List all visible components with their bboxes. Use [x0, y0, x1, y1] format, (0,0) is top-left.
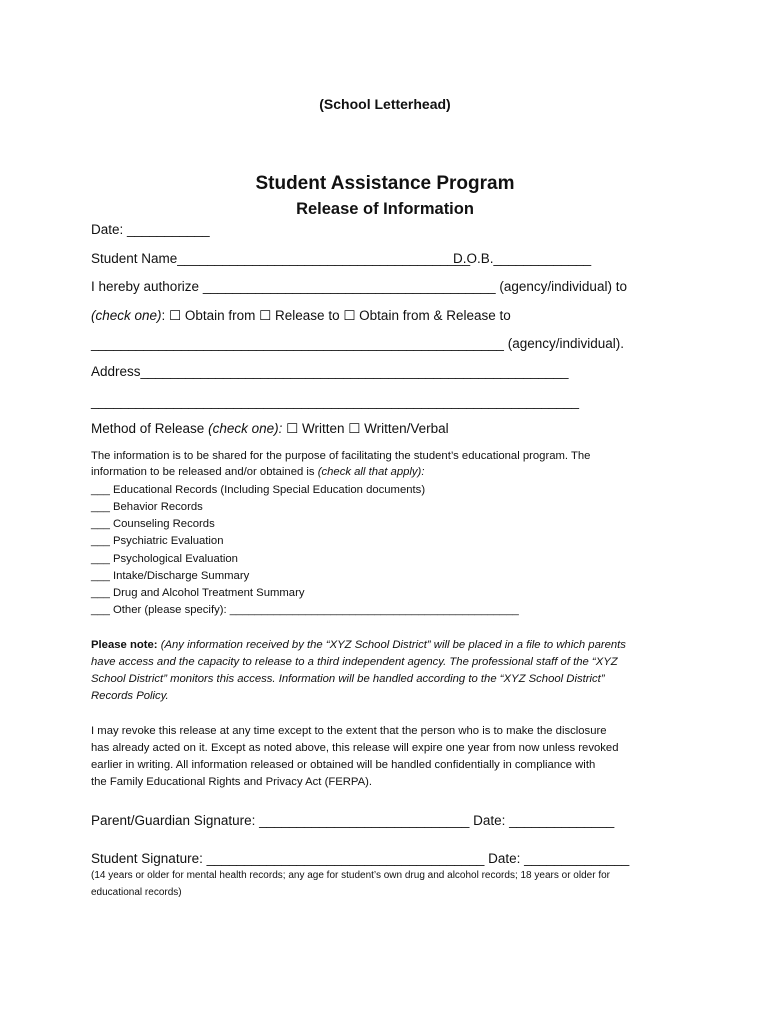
- check-one-options[interactable]: [91, 308, 511, 324]
- revoke-line: has already acted on it. Except as noted above, this release will expire one year from now unless revoked: [91, 742, 619, 754]
- agency-field[interactable]: _______________________________________________________ (agency/individual).: [91, 336, 625, 351]
- record-item[interactable]: ___ Educational Records (Including Special Education documents): [91, 484, 426, 496]
- revoke-line: I may revoke this release at any time except to the extent that the person who is to make the disclosure: [91, 725, 607, 737]
- record-item[interactable]: ___ Psychiatric Evaluation: [91, 535, 224, 547]
- note-line1: [91, 639, 626, 651]
- record-item[interactable]: ___ Behavior Records: [91, 501, 203, 513]
- note-line3: [91, 673, 605, 685]
- method-options[interactable]: ☐ Written ☐ Written/Verbal: [286, 421, 449, 436]
- school-letterhead: (School Letterhead): [319, 96, 451, 112]
- check-one-label: (check one): [91, 308, 162, 323]
- note-text-line1: (Any information received by the “XYZ School District” will be placed in a file to which parents: [160, 639, 626, 651]
- record-item[interactable]: ___ Drug and Alcohol Treatment Summary: [91, 587, 305, 599]
- address-field-line2[interactable]: _________________________________________________________________: [91, 394, 580, 409]
- info-paragraph-line2: [91, 466, 424, 478]
- note-label: Please note:: [91, 639, 158, 651]
- info-line2-italic: (check all that apply):: [317, 466, 425, 478]
- dob-field[interactable]: D.O.B._____________: [453, 251, 592, 266]
- form-subtitle: Release of Information: [296, 200, 474, 218]
- record-item[interactable]: ___ Psychological Evaluation: [91, 553, 238, 565]
- revoke-line: earlier in writing. All information released or obtained will be handled confidentially in compliance with: [91, 759, 596, 771]
- age-note-line2: educational records): [91, 887, 182, 898]
- info-paragraph-line1: The information is to be shared for the purpose of facilitating the student’s educational program. The: [91, 450, 591, 462]
- release-options[interactable]: : ☐ Obtain from ☐ Release to ☐ Obtain from & Release to: [161, 308, 511, 323]
- address-field-line1[interactable]: Address_________________________________________________________: [91, 364, 569, 379]
- student-name-field[interactable]: Student Name_______________________________________: [91, 251, 471, 266]
- note-line4: [91, 690, 169, 702]
- parent-signature-field[interactable]: Parent/Guardian Signature: ____________________________ Date: ______________: [91, 813, 615, 828]
- authorize-agency-field[interactable]: I hereby authorize _______________________________________ (agency/individual) to: [91, 279, 627, 294]
- note-line2: [91, 656, 618, 668]
- date-field[interactable]: Date: ___________: [91, 222, 210, 237]
- method-check-label: (check one):: [208, 421, 283, 436]
- form-title: Student Assistance Program: [255, 173, 515, 194]
- note-text-line2: have access and the capacity to release to a third independent agency. The professional staff of the “XYZ: [91, 656, 618, 668]
- student-signature-field[interactable]: Student Signature: _____________________________________ Date: ______________: [91, 851, 630, 866]
- method-of-release[interactable]: [91, 421, 449, 437]
- record-item-other[interactable]: ___ Other (please specify): ______________________________________________: [91, 604, 519, 616]
- info-line2-text: information to be released and/or obtained is: [91, 466, 315, 478]
- record-item[interactable]: ___ Counseling Records: [91, 518, 215, 530]
- revoke-line: the Family Educational Rights and Privacy Act (FERPA).: [91, 776, 373, 788]
- method-label: Method of Release: [91, 421, 205, 436]
- record-item[interactable]: ___ Intake/Discharge Summary: [91, 570, 250, 582]
- note-text-line4: Records Policy.: [91, 690, 169, 702]
- age-note-line1: (14 years or older for mental health records; any age for student’s own drug and alcohol records; 18 years or older for: [91, 870, 610, 881]
- note-text-line3: School District” monitors this access. Information will be handled according to the “XYZ School District”: [91, 673, 605, 685]
